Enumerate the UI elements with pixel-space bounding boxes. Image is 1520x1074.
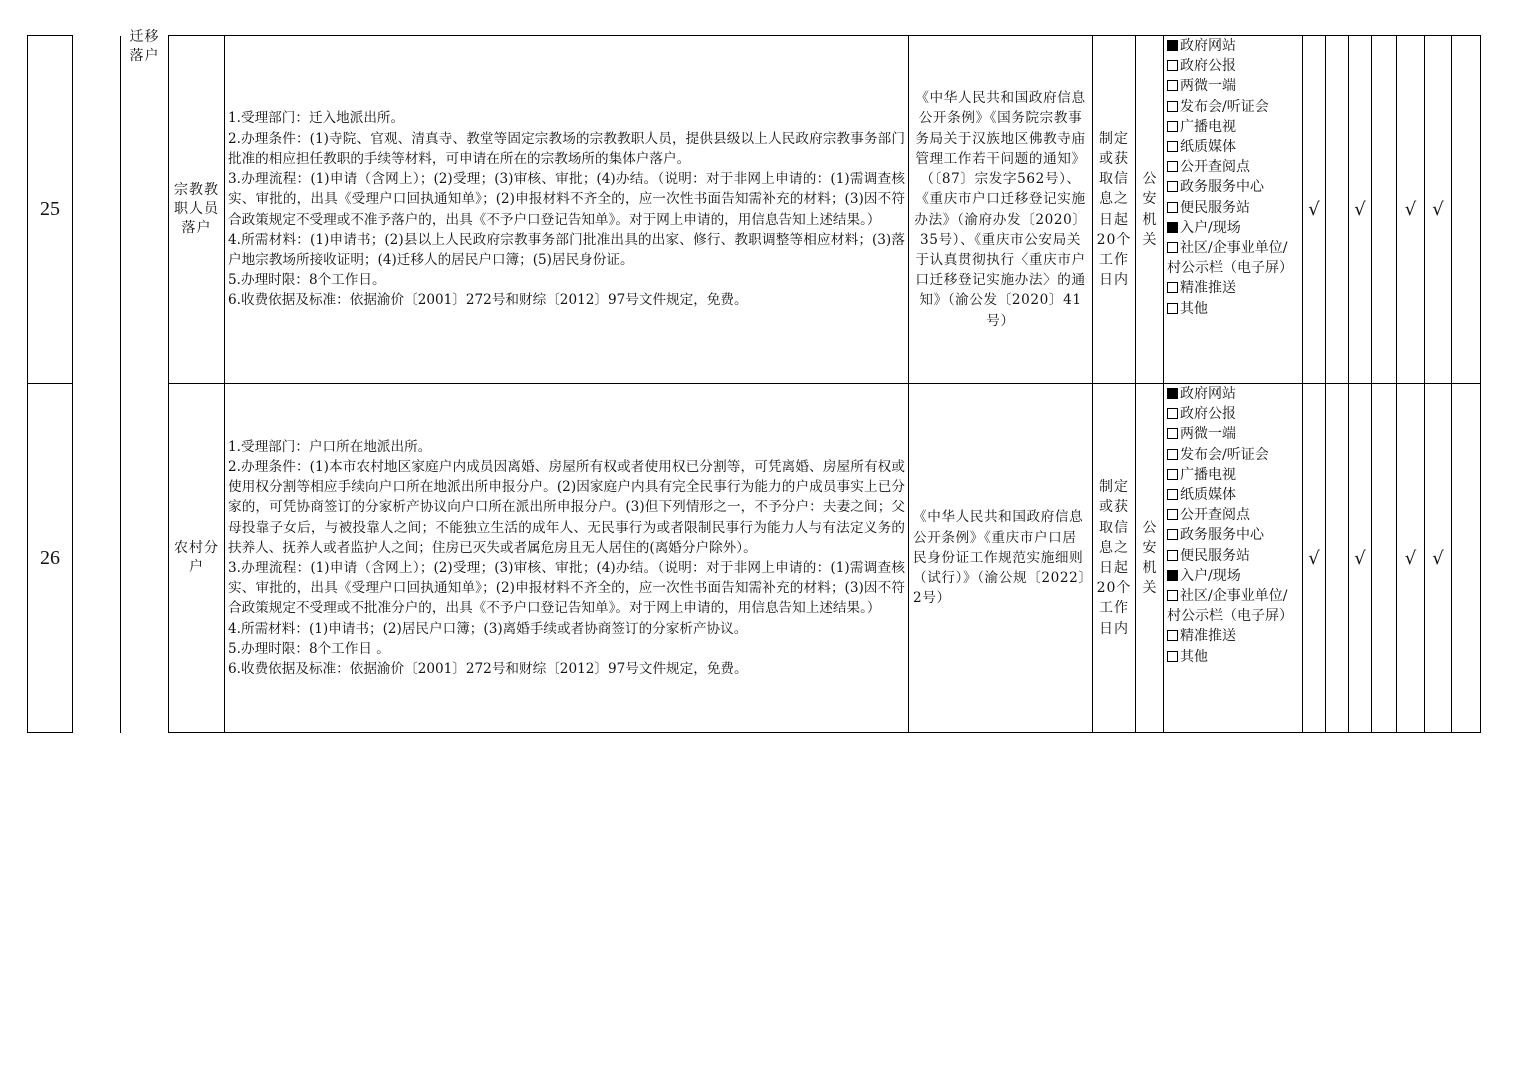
content-paragraph: 5.办理时限：8个工作日 。 [228, 640, 390, 657]
item-name [169, 384, 225, 733]
item-content [225, 36, 909, 384]
channel-label: 两微一端 [1180, 426, 1236, 443]
unchecked-box-icon [1167, 60, 1178, 71]
content-paragraph: 2.办理条件：(1)寺院、官观、清真寺、教堂等固定宗教场的宗教教职人员，提供县级以上人民政府宗教事务部门批准的相应担任教职的手续等材料，可申请在所在的宗教场所的集体户落户。 [228, 130, 905, 167]
item-name-line: 农村分 [174, 540, 219, 556]
item-name-line: 落户 [181, 220, 212, 236]
table-row [28, 384, 1481, 733]
channel-item [1167, 56, 1299, 76]
content-paragraph: 4.所需材料：(1)申请书；(2)县以上人民政府宗教事务部门批准出具的出家、修行、教职调整等相应材料；(3)落户地宗教场所接收证明；(4)迁移人的居民户口簿；(5)居民身份证。 [228, 231, 905, 268]
channel-label: 政府网站 [1180, 38, 1236, 54]
channel-label: 其他 [1180, 648, 1208, 665]
checkmark-cell: √ [1397, 384, 1425, 733]
channel-list [1164, 384, 1303, 733]
channel-label: 精准推送 [1180, 628, 1236, 645]
empty-mark-cell [1326, 384, 1349, 733]
checked-box-icon [1167, 40, 1178, 51]
empty-mark-cell [1452, 384, 1481, 733]
content-paragraph: 3.办理流程：(1)申请（含网上）；(2)受理；(3)审核、审批；(4)办结。（说明：对于非网上申请的：(1)需调查核实、审批的，出具《受理户口回执通知单》；(2)申报材料不齐全的，应一次性书面告知需补充的材料；(3)因不符合政策规定不受理或不批准分户的，出具《不予户口登记告知单》。对于网上申请的，用信息告知上述结果。） [228, 560, 905, 617]
unchecked-box-icon [1167, 428, 1178, 439]
channel-item [1167, 424, 1299, 444]
channel-item [1167, 278, 1299, 298]
channel-item [1167, 218, 1299, 238]
legal-basis: 《中华人民共和国政府信息公开条例》《国务院宗教事务局关于汉族地区佛教寺庙管理工作若干问题的通知》（〔87〕宗发字562号）、《重庆市户口迁移登记实施办法》（渝府办发〔2020〕35号）、《重庆市公安局关于认真贯彻执行〈重庆市户口迁移登记实施办法〉的通知》（渝公发〔2020〕41号） [909, 36, 1093, 384]
channel-item [1167, 299, 1299, 319]
unchecked-box-icon [1167, 630, 1178, 641]
channel-item [1167, 97, 1299, 117]
content-paragraph: 5.办理时限：8个工作日。 [228, 272, 386, 289]
legal-basis: 《中华人民共和国政府信息公开条例》《重庆市户口居民身份证工作规范实施细则（试行）》（渝公规〔2022〕2号） [909, 384, 1093, 733]
unchecked-box-icon [1167, 282, 1178, 293]
channel-item [1167, 525, 1299, 545]
channel-label: 入户/现场 [1180, 567, 1241, 584]
checkmark-cell: √ [1303, 384, 1326, 733]
channel-label: 政府网站 [1180, 386, 1236, 402]
responsible-organ: 公安机关 [1136, 36, 1164, 384]
checked-box-icon [1167, 222, 1178, 233]
content-paragraph: 1.受理部门：迁入地派出所。 [228, 110, 405, 127]
channel-label: 广播电视 [1180, 118, 1236, 135]
channel-item [1167, 465, 1299, 485]
channel-label: 便民服务站 [1180, 199, 1250, 216]
unchecked-box-icon [1167, 489, 1178, 500]
empty-mark-cell [1372, 384, 1397, 733]
unchecked-box-icon [1167, 550, 1178, 561]
spacer-cell [73, 36, 121, 384]
unchecked-box-icon [1167, 121, 1178, 132]
unchecked-box-icon [1167, 651, 1178, 662]
channel-item [1167, 238, 1299, 278]
unchecked-box-icon [1167, 242, 1178, 253]
empty-mark-cell [1326, 36, 1349, 384]
unchecked-box-icon [1167, 80, 1178, 91]
channel-item [1167, 384, 1299, 404]
channel-label: 其他 [1180, 300, 1208, 317]
channel-item [1167, 566, 1299, 586]
checked-box-icon [1167, 570, 1178, 581]
checkmark-cell: √ [1425, 36, 1452, 384]
subject-fragment [121, 28, 168, 66]
channel-item [1167, 117, 1299, 137]
channel-label: 政务服务中心 [1180, 527, 1264, 544]
content-paragraph: 6.收费依据及标准：依据渝价〔2001〕272号和财综〔2012〕97号文件规定，免费。 [228, 292, 748, 309]
channel-label: 纸质媒体 [1180, 487, 1236, 504]
channel-item [1167, 137, 1299, 157]
spacer-cell [73, 384, 121, 733]
subject-line: 落户 [129, 47, 160, 64]
checkmark-cell: √ [1349, 36, 1372, 384]
channel-item [1167, 177, 1299, 197]
channel-item [1167, 36, 1299, 56]
channel-item [1167, 647, 1299, 667]
item-name-line: 户 [189, 559, 204, 575]
channel-item [1167, 546, 1299, 566]
unchecked-box-icon [1167, 161, 1178, 172]
unchecked-box-icon [1167, 303, 1178, 314]
item-content [225, 384, 909, 733]
content-paragraph: 4.所需材料：(1)申请书；(2)居民户口簿；(3)离婚手续或者协商签订的分家析产协议。 [228, 620, 748, 637]
unchecked-box-icon [1167, 529, 1178, 540]
channel-label: 公开查阅点 [1180, 159, 1250, 176]
checkmark-cell: √ [1397, 36, 1425, 384]
checked-box-icon [1167, 388, 1178, 399]
row-number: 25 [28, 36, 73, 384]
unchecked-box-icon [1167, 408, 1178, 419]
channel-label: 政务服务中心 [1180, 179, 1264, 196]
subject-cell [121, 28, 169, 384]
channel-item [1167, 76, 1299, 96]
channel-label: 公开查阅点 [1180, 507, 1250, 524]
unchecked-box-icon [1167, 469, 1178, 480]
unchecked-box-icon [1167, 449, 1178, 460]
channel-item [1167, 404, 1299, 424]
content-paragraph: 1.受理部门：户口所在地派出所。 [228, 438, 432, 455]
channel-item [1167, 626, 1299, 646]
unchecked-box-icon [1167, 202, 1178, 213]
channel-list [1164, 36, 1303, 384]
unchecked-box-icon [1167, 590, 1178, 601]
item-name-line: 宗教教 [174, 182, 219, 198]
unchecked-box-icon [1167, 141, 1178, 152]
subject-line: 迁移 [129, 28, 160, 45]
subject-cell [121, 384, 169, 733]
checkmark-cell: √ [1425, 384, 1452, 733]
content-paragraph: 2.办理条件：(1)本市农村地区家庭户内成员因离婚、房屋所有权或者使用权已分割等，可凭离婚、房屋所有权或使用权分割等相应手续向户口所在地派出所申报分户。(2)因家庭户内具有完全民事行为能力的户成员事实上已分家的，可凭协商签订的分家析产协议向户口所在派出所申报分户。(3)但下列情形之一，不予分户：夫妻之间；父母投靠子女后，与被投靠人之间；不能独立生活的成年人、无民事行为或者限制民事行为能力人与有法定义务的扶养人、抚养人或者监护人之间；住房已灭失或者属危房且无人居住的(离婚分户除外）。 [228, 458, 905, 556]
channel-label: 发布会/听证会 [1180, 446, 1269, 463]
channel-item [1167, 445, 1299, 465]
checkmark-cell: √ [1349, 384, 1372, 733]
channel-label: 政府公报 [1180, 406, 1236, 423]
disclosure-table [27, 28, 1481, 733]
channel-label: 便民服务站 [1180, 547, 1250, 564]
empty-mark-cell [1372, 36, 1397, 384]
channel-item [1167, 157, 1299, 177]
channel-label: 入户/现场 [1180, 219, 1241, 236]
channel-item [1167, 586, 1299, 626]
channel-item [1167, 198, 1299, 218]
channel-label: 社区/企事业单位/村公示栏（电子屏） [1167, 240, 1293, 277]
channel-label: 发布会/听证会 [1180, 98, 1269, 115]
unchecked-box-icon [1167, 181, 1178, 192]
channel-label: 纸质媒体 [1180, 139, 1236, 156]
unchecked-box-icon [1167, 509, 1178, 520]
channel-item [1167, 485, 1299, 505]
channel-label: 社区/企事业单位/村公示栏（电子屏） [1167, 588, 1293, 625]
channel-label: 政府公报 [1180, 58, 1236, 75]
table-row [28, 36, 1481, 384]
time-limit: 制定或获取信息之日起20个工作日内 [1093, 36, 1136, 384]
responsible-organ: 公安机关 [1136, 384, 1164, 733]
item-name-line: 职人员 [174, 201, 219, 217]
checkmark-cell: √ [1303, 36, 1326, 384]
channel-label: 两微一端 [1180, 78, 1236, 95]
channel-label: 精准推送 [1180, 280, 1236, 297]
empty-mark-cell [1452, 36, 1481, 384]
row-number: 26 [28, 384, 73, 733]
item-name [169, 36, 225, 384]
time-limit: 制定或获取信息之日起20个工作日内 [1093, 384, 1136, 733]
content-paragraph: 6.收费依据及标准：依据渝价〔2001〕272号和财综〔2012〕97号文件规定，免费。 [228, 661, 748, 678]
channel-item [1167, 505, 1299, 525]
channel-label: 广播电视 [1180, 466, 1236, 483]
unchecked-box-icon [1167, 101, 1178, 112]
content-paragraph: 3.办理流程：(1)申请（含网上）；(2)受理；(3)审核、审批；(4)办结。（说明：对于非网上申请的：(1)需调查核实、审批的，出具《受理户口回执通知单》；(2)申报材料不齐全的，应一次性书面告知需补充的材料；(3)因不符合政策规定不受理或不准予落户的，出具《不予户口登记告知单》。对于网上申请的，用信息告知上述结果。） [228, 171, 905, 228]
